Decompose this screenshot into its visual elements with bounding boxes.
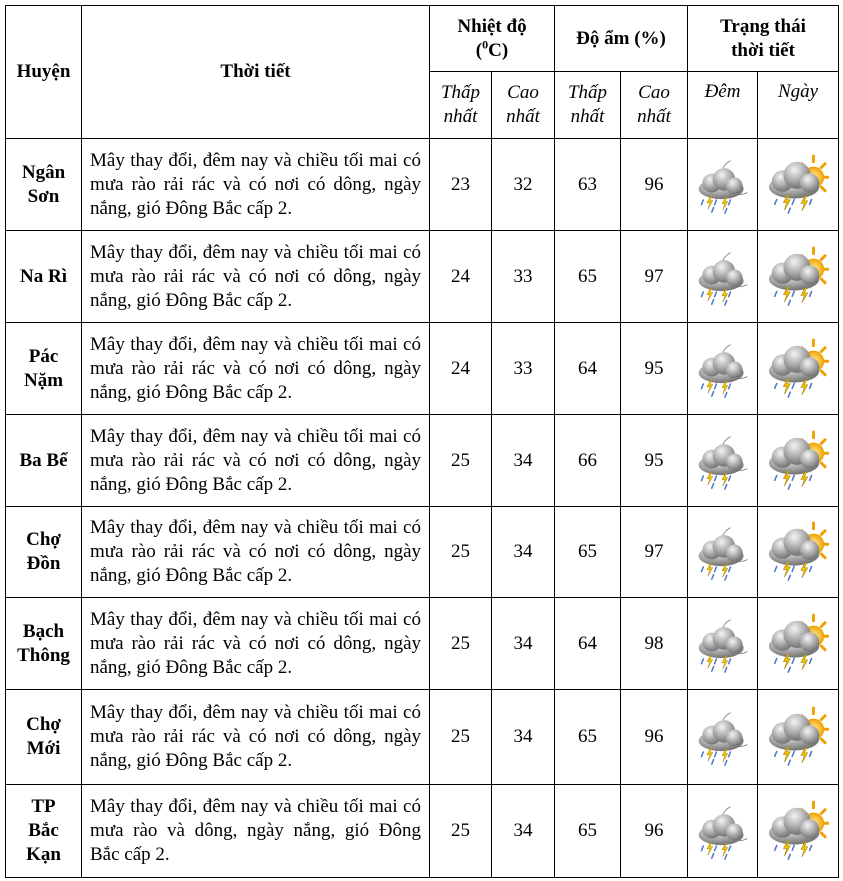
day-thunderstorm-sun-icon <box>767 246 829 308</box>
district-name: Ngân Sơn <box>6 139 82 231</box>
temperature-title: Nhiệt độ <box>457 15 527 37</box>
table-row <box>6 231 839 323</box>
subheader-night: Đêm <box>688 72 758 139</box>
day-thunderstorm-sun-icon <box>767 706 829 768</box>
night-thunderstorm-icon <box>693 801 753 861</box>
humidity-max: 96 <box>621 690 688 785</box>
temp-max: 33 <box>492 231 555 323</box>
table-row <box>6 323 839 415</box>
subheader-humidity-max: Cao nhất <box>621 72 688 139</box>
humidity-max: 97 <box>621 507 688 598</box>
temp-max: 33 <box>492 323 555 415</box>
humidity-max: 95 <box>621 415 688 507</box>
district-name: Ba Bể <box>6 415 82 507</box>
day-thunderstorm-sun-icon <box>767 430 829 492</box>
subheader-day: Ngày <box>758 72 839 139</box>
table-row <box>6 598 839 690</box>
night-thunderstorm-icon <box>693 339 753 399</box>
weather-description: Mây thay đổi, đêm nay và chiều tối mai có mưa rào rải rác và có nơi có dông, ngày nắng, gió Đông Bắc cấp 2. <box>82 690 430 785</box>
weather-description: Mây thay đổi, đêm nay và chiều tối mai có mưa rào rải rác và có nơi có dông, ngày nắng, gió Đông Bắc cấp 2. <box>82 415 430 507</box>
header-temperature <box>430 6 555 72</box>
temp-max: 34 <box>492 598 555 690</box>
night-thunderstorm-icon <box>693 155 753 215</box>
temp-min: 24 <box>430 231 492 323</box>
table-row <box>6 415 839 507</box>
table-row <box>6 139 839 231</box>
weather-forecast-table <box>5 5 839 878</box>
day-thunderstorm-sun-icon <box>767 613 829 675</box>
night-thunderstorm-icon <box>693 431 753 491</box>
district-name: TP Bắc Kạn <box>6 785 82 878</box>
temp-min: 25 <box>430 690 492 785</box>
weather-description: Mây thay đổi, đêm nay và chiều tối mai có mưa rào rải rác và có nơi có dông, ngày nắng, gió Đông Bắc cấp 2. <box>82 139 430 231</box>
subheader-temp-max: Cao nhất <box>492 72 555 139</box>
humidity-max: 95 <box>621 323 688 415</box>
subheader-temp-min: Thấp nhất <box>430 72 492 139</box>
night-thunderstorm-icon <box>693 247 753 307</box>
day-thunderstorm-sun-icon <box>767 154 829 216</box>
humidity-min: 64 <box>555 598 621 690</box>
header-weather: Thời tiết <box>82 6 430 139</box>
temp-max: 34 <box>492 785 555 878</box>
humidity-max: 96 <box>621 139 688 231</box>
humidity-max: 96 <box>621 785 688 878</box>
night-thunderstorm-icon <box>693 707 753 767</box>
humidity-min: 65 <box>555 785 621 878</box>
district-name: Chợ Đồn <box>6 507 82 598</box>
temp-max: 32 <box>492 139 555 231</box>
day-thunderstorm-sun-icon <box>767 800 829 862</box>
district-name: Bạch Thông <box>6 598 82 690</box>
table-row <box>6 690 839 785</box>
weather-description: Mây thay đổi, đêm nay và chiều tối mai có mưa rào rải rác và có nơi có dông, ngày nắng, gió Đông Bắc cấp 2. <box>82 323 430 415</box>
district-name: Chợ Mới <box>6 690 82 785</box>
weather-description: Mây thay đổi, đêm nay và chiều tối mai có mưa rào rải rác và có nơi có dông, ngày nắng, gió Đông Bắc cấp 2. <box>82 598 430 690</box>
weather-description: Mây thay đổi, đêm nay và chiều tối mai có mưa rào và dông, ngày nắng, gió Đông Bắc cấp 2. <box>82 785 430 878</box>
header-humidity: Độ ẩm (%) <box>555 6 688 72</box>
humidity-min: 66 <box>555 415 621 507</box>
subheader-humidity-min: Thấp nhất <box>555 72 621 139</box>
night-thunderstorm-icon <box>693 522 753 582</box>
table-row <box>6 785 839 878</box>
header-weather-status: Trạng thái thời tiết <box>688 6 839 72</box>
humidity-min: 65 <box>555 690 621 785</box>
humidity-max: 98 <box>621 598 688 690</box>
temp-min: 24 <box>430 323 492 415</box>
table-row <box>6 507 839 598</box>
district-name: Na Rì <box>6 231 82 323</box>
district-name: Pác Nặm <box>6 323 82 415</box>
weather-description: Mây thay đổi, đêm nay và chiều tối mai có mưa rào rải rác và có nơi có dông, ngày nắng, gió Đông Bắc cấp 2. <box>82 507 430 598</box>
temp-min: 25 <box>430 507 492 598</box>
day-thunderstorm-sun-icon <box>767 521 829 583</box>
humidity-max: 97 <box>621 231 688 323</box>
humidity-min: 63 <box>555 139 621 231</box>
temp-max: 34 <box>492 415 555 507</box>
temp-min: 25 <box>430 415 492 507</box>
weather-description: Mây thay đổi, đêm nay và chiều tối mai có mưa rào rải rác và có nơi có dông, ngày nắng, gió Đông Bắc cấp 2. <box>82 231 430 323</box>
humidity-min: 64 <box>555 323 621 415</box>
header-district: Huyện <box>6 6 82 139</box>
humidity-min: 65 <box>555 507 621 598</box>
humidity-min: 65 <box>555 231 621 323</box>
temp-min: 23 <box>430 139 492 231</box>
day-thunderstorm-sun-icon <box>767 338 829 400</box>
temp-min: 25 <box>430 785 492 878</box>
temperature-unit: ($^0$C) <box>475 37 509 61</box>
night-thunderstorm-icon <box>693 614 753 674</box>
temp-max: 34 <box>492 507 555 598</box>
temp-max: 34 <box>492 690 555 785</box>
temp-min: 25 <box>430 598 492 690</box>
